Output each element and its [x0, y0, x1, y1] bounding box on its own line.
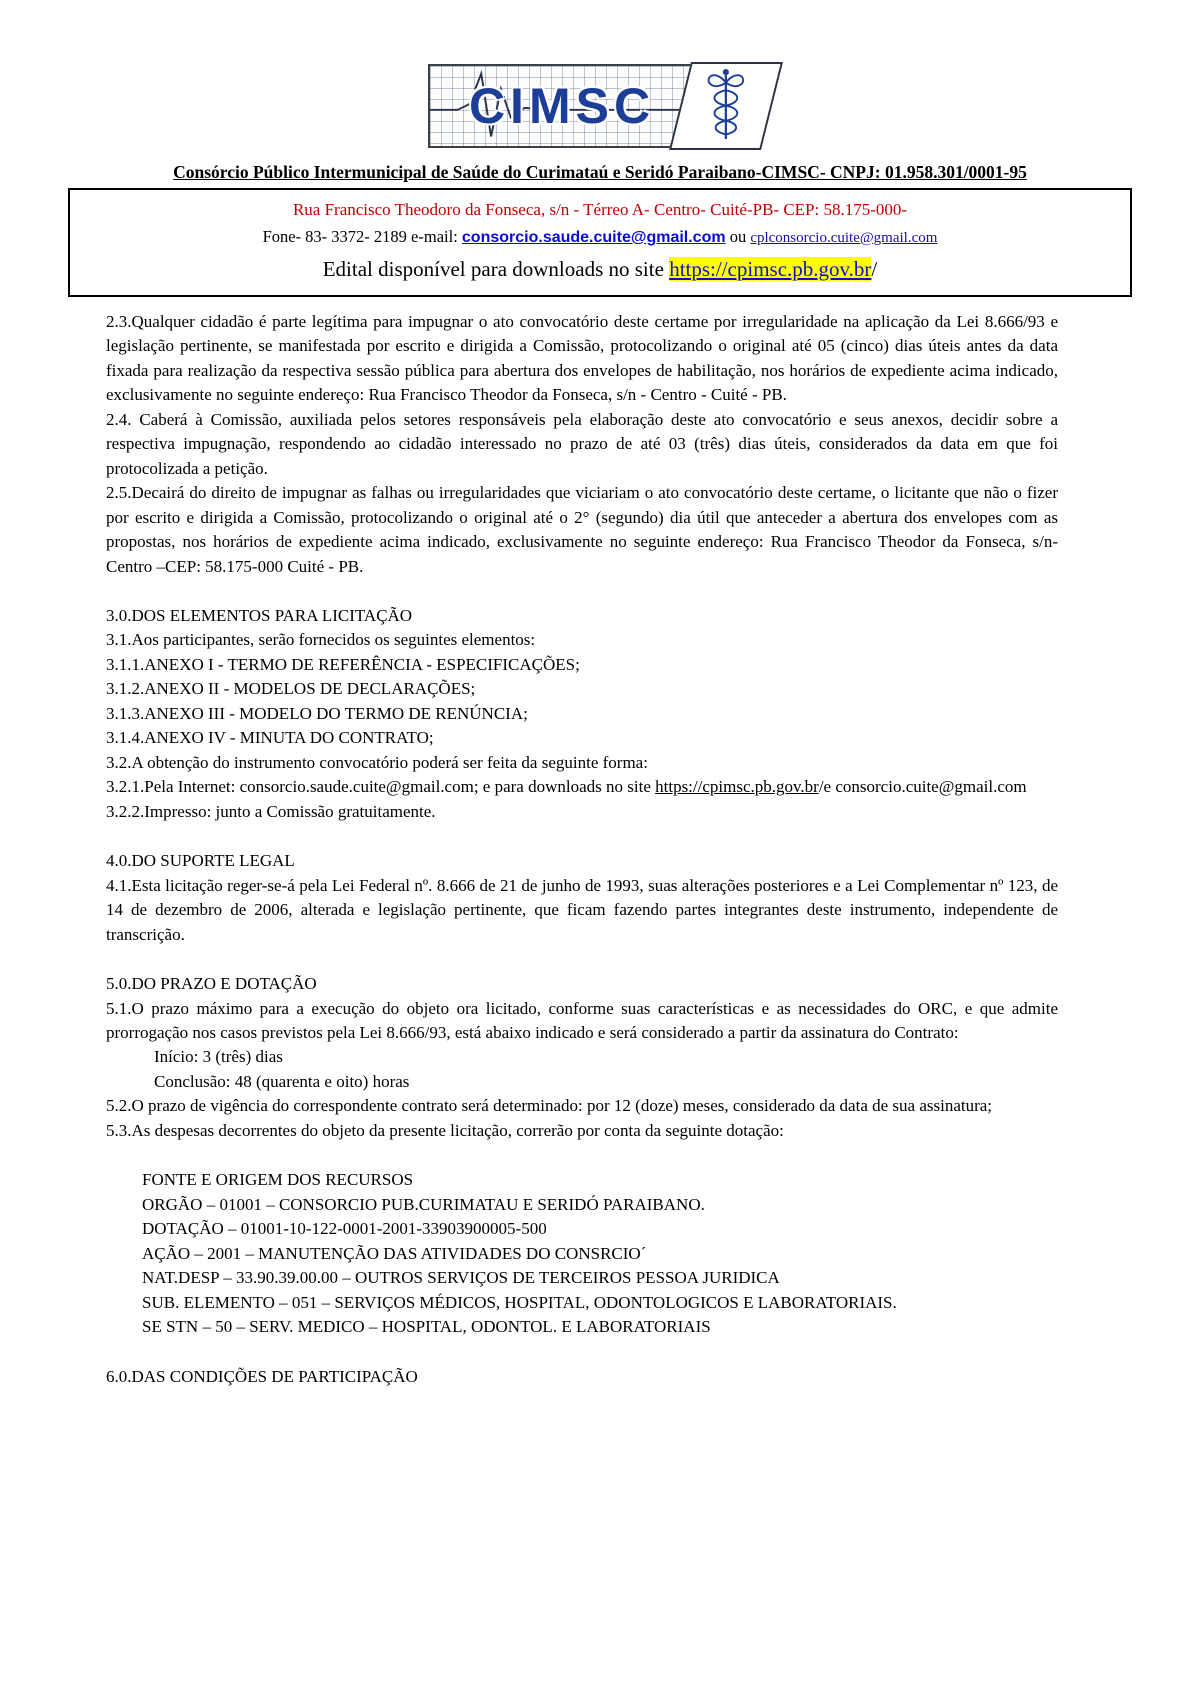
paragraph-3-1-3: 3.1.3.ANEXO III - MODELO DO TERMO DE RENÚNCIA; — [106, 703, 528, 723]
section-4-title: 4.0.DO SUPORTE LEGAL — [106, 851, 295, 871]
cpimsc-site-link[interactable]: https://cpimsc.pb.gov.br — [655, 777, 819, 797]
paragraph-3-1: 3.1.Aos participantes, serão fornecidos os seguintes elementos: — [106, 630, 536, 650]
dotacao-line-orgao: ORGÃO – 01001 – CONSORCIO PUB.CURIMATAU E SERIDÓ PARAIBANO. — [142, 1194, 705, 1214]
paragraph-2-5: 2.5.Decairá do direito de impugnar as falhas ou irregularidades que viciariam o ato convocatório deste certame, o licitante que não o fizer por escrito e dirigida a Comissão, protocolizando o original até o 2° (segundo) dia útil que anteceder a abertura dos envelopes com as propostas, nos horários de expediente acima indicado, exclusivamente no seguinte endereço: Rua Francisco Theodor da Fonseca, s/n- Centro –CEP: 58.175-000 Cuité - PB. — [106, 483, 1058, 576]
phone-email-line — [80, 226, 1120, 249]
dotacao-line-acao: AÇÃO – 2001 – MANUTENÇÃO DAS ATIVIDADES DO CONSRCIO´ — [142, 1243, 647, 1263]
caduceus-icon — [699, 66, 753, 147]
dotacao-line-dotacao: DOTAÇÃO – 01001-10-122-0001-2001-33903900005-500 — [142, 1219, 547, 1239]
contact-box — [68, 188, 1132, 297]
deadline-conclusao: Conclusão: 48 (quarenta e oito) horas — [154, 1071, 410, 1091]
paragraph-3-2-1 — [106, 775, 1058, 799]
paragraph-5-3: 5.3.As despesas decorrentes do objeto da presente licitação, correrão por conta da seguinte dotação: — [106, 1120, 784, 1140]
deadline-inicio: Início: 3 (três) dias — [154, 1047, 283, 1067]
paragraph-3-2-1-text: 3.2.1.Pela Internet: consorcio.saude.cuite@gmail.com; e para downloads no site — [106, 777, 656, 797]
paragraph-4-1: 4.1.Esta licitação reger-se-á pela Lei Federal nº. 8.666 de 21 de junho de 1993, suas alterações posteriores e a Lei Complementar nº 123, de 14 de dezembro de 2006, alterada e legislação pertinente, que ficam fazendo partes integrantes deste instrumento, independente de transcrição. — [106, 875, 1058, 944]
paragraph-3-1-2: 3.1.2.ANEXO II - MODELOS DE DECLARAÇÕES; — [106, 679, 476, 699]
paragraph-5-2: 5.2.O prazo de vigência do correspondente contrato será determinado: por 12 (doze) meses, considerado da data de sua assinatura; — [106, 1096, 993, 1116]
paragraph-3-2-1-suffix: /e consorcio.cuite@gmail.com — [818, 777, 1027, 797]
edital-suffix: / — [871, 256, 878, 281]
dotacao-line-sestn: SE STN – 50 – SERV. MEDICO – HOSPITAL, ODONTOL. E LABORATORIAIS — [142, 1317, 711, 1337]
dotacao-line-fonte: FONTE E ORIGEM DOS RECURSOS — [142, 1170, 414, 1190]
document-header-logo — [0, 58, 1200, 154]
edital-prefix: Edital disponível para downloads no site — [322, 256, 670, 281]
paragraph-2-4: 2.4. Caberá à Comissão, auxiliada pelos setores responsáveis pela elaboração deste ato convocatório e seus anexos, decidir sobre a respectiva impugnação, respondendo ao cidadão interessado no prazo de até 03 (três) dias úteis, considerados da data em que foi protocolizada a petição. — [106, 409, 1058, 478]
paragraph-3-1-1: 3.1.1.ANEXO I - TERMO DE REFERÊNCIA - ESPECIFICAÇÕES; — [106, 654, 580, 674]
document-title: Consórcio Público Intermunicipal de Saúde do Curimataú e Seridó Paraibano-CIMSC- CNPJ: 01.958.301/0001-95 — [173, 162, 1027, 182]
dotacao-line-subelemento: SUB. ELEMENTO – 051 – SERVIÇOS MÉDICOS, HOSPITAL, ODONTOLOGICOS E LABORATORIAIS. — [142, 1292, 897, 1312]
secondary-email-link[interactable]: cplconsorcio.cuite@gmail.com — [750, 229, 938, 246]
section-5-title: 5.0.DO PRAZO E DOTAÇÃO — [106, 974, 317, 994]
paragraph-3-2-2: 3.2.2.Impresso: junto a Comissão gratuitamente. — [106, 801, 436, 821]
edital-download-link[interactable]: https://cpimsc.pb.gov.br — [669, 256, 872, 281]
paragraph-3-1-4: 3.1.4.ANEXO IV - MINUTA DO CONTRATO; — [106, 728, 434, 748]
phone-email-prefix: Fone- 83- 3372- 2189 e-mail: — [262, 226, 462, 246]
primary-email-link[interactable]: consorcio.saude.cuite@gmail.com — [461, 228, 726, 246]
paragraph-3-2: 3.2.A obtenção do instrumento convocatório poderá ser feita da seguinte forma: — [106, 752, 648, 772]
logo-grid-panel — [428, 64, 696, 148]
section-3-title: 3.0.DOS ELEMENTOS PARA LICITAÇÃO — [106, 605, 413, 625]
paragraph-2-3: 2.3.Qualquer cidadão é parte legítima para impugnar o ato convocatório deste certame por irregularidade na aplicação da Lei 8.666/93 e legislação pertinente, se manifestada por escrito e dirigida a Comissão, protocolizando o original até 05 (cinco) dias úteis antes da data fixada para realização da respectiva sessão pública para abertura dos envelopes de habilitação, nos horários de expediente acima indicado, exclusivamente no seguinte endereço: Rua Francisco Theodor da Fonseca, s/n - Centro - Cuité - PB. — [106, 311, 1058, 405]
address-line: Rua Francisco Theodoro da Fonseca, s/n - Térreo A- Centro- Cuité-PB- CEP: 58.175-000- — [292, 200, 908, 219]
edital-line — [80, 256, 1120, 283]
document-body — [0, 297, 1200, 1389]
email-separator: ou — [725, 226, 751, 246]
paragraph-5-1: 5.1.O prazo máximo para a execução do objeto ora licitado, conforme suas características e as necessidades do ORC, e que admite prorrogação nos casos previstos pela Lei 8.666/93, está abaixo indicado e será considerado a partir da assinatura do Contrato: — [106, 998, 1058, 1043]
dotacao-line-natdesp: NAT.DESP – 33.90.39.00.00 – OUTROS SERVIÇOS DE TERCEIROS PESSOA JURIDICA — [142, 1268, 780, 1288]
logo-text: CIMSC — [468, 78, 656, 134]
section-6-title: 6.0.DAS CONDIÇÕES DE PARTICIPAÇÃO — [106, 1366, 418, 1386]
